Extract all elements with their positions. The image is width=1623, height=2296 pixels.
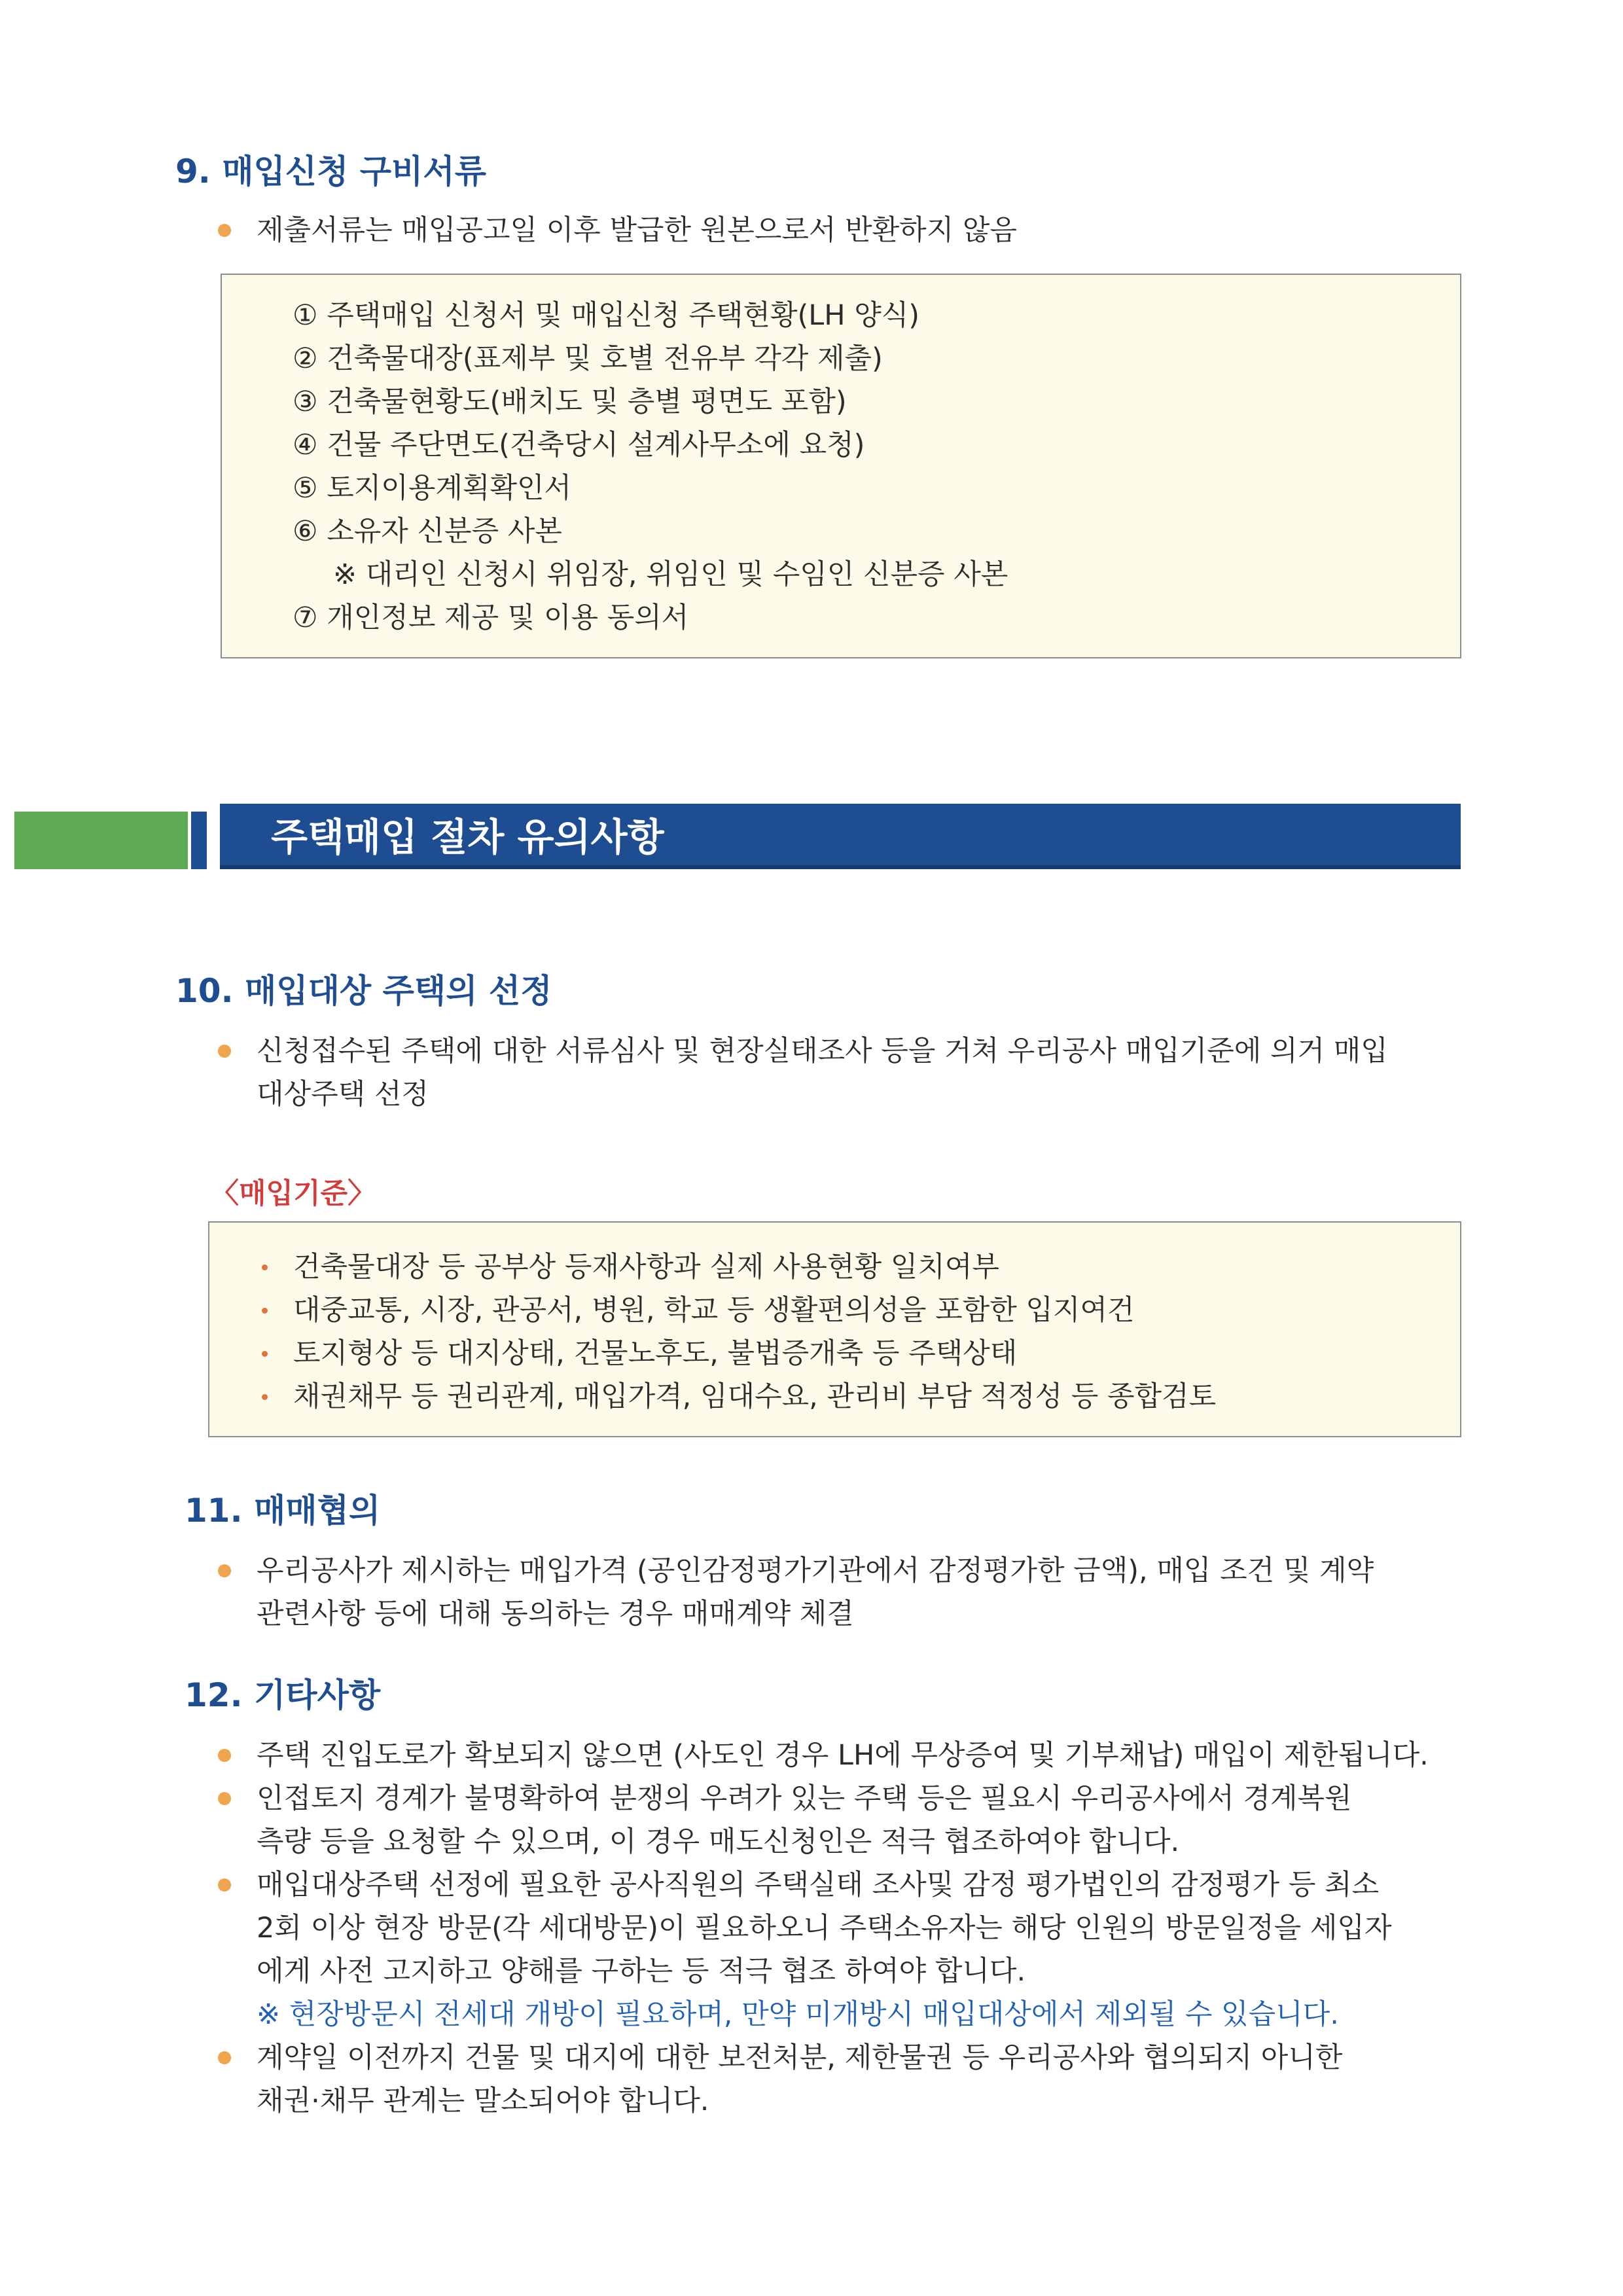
banner-accent-bar xyxy=(191,812,207,869)
criteria-dot xyxy=(262,1265,268,1270)
documents-box xyxy=(221,274,1461,658)
bullet-dot xyxy=(218,1045,231,1058)
criteria-dot xyxy=(262,1351,268,1357)
section-10-heading: 10. 매입대상 주택의 선정 xyxy=(175,972,552,1010)
section-12-item-2-line-2: 측량 등을 요청할 수 있으며, 이 경우 매도신청인은 적극 협조하여야 합니다. xyxy=(257,1825,1180,1858)
section-11-bullet-line-1: 우리공사가 제시하는 매입가격 (공인감정평가기관에서 감정평가한 금액), 매입 조건 및 계약 xyxy=(257,1554,1374,1587)
section-10-bullet-line-1: 신청접수된 주택에 대한 서류심사 및 현장실태조사 등을 거쳐 우리공사 매입기준에 의거 매입 xyxy=(257,1035,1388,1067)
section-11-heading: 11. 매매협의 xyxy=(185,1492,381,1530)
document-item-6: ⑥ 소유자 신분증 사본 xyxy=(293,515,562,548)
document-item-2: ② 건축물대장(표제부 및 호별 전유부 각각 제출) xyxy=(293,342,883,375)
document-item-6-note: ※ 대리인 신청시 위임장, 위임인 및 수임인 신분증 사본 xyxy=(333,558,1008,591)
criteria-item-1: 건축물대장 등 공부상 등재사항과 실제 사용현황 일치여부 xyxy=(293,1251,999,1283)
section-12-item-3-line-3: 에게 사전 고지하고 양해를 구하는 등 적극 협조 하여야 합니다. xyxy=(257,1955,1026,1988)
criteria-item-4: 채권채무 등 권리관계, 매입가격, 임대수요, 관리비 부담 적정성 등 종합검토 xyxy=(293,1380,1217,1413)
section-12-item-4-line-1: 계약일 이전까지 건물 및 대지에 대한 보전처분, 제한물권 등 우리공사와 협의되지 아니한 xyxy=(257,2041,1343,2074)
section-12-item-3-note: ※ 현장방문시 전세대 개방이 필요하며, 만약 미개방시 매입대상에서 제외될 수 있습니다. xyxy=(257,1998,1339,2031)
section-12-item-2-line-1: 인접토지 경계가 불명확하여 분쟁의 우려가 있는 주택 등은 필요시 우리공사에서 경계복원 xyxy=(257,1782,1352,1815)
bullet-dot xyxy=(218,224,231,237)
section-11-bullet-line-2: 관련사항 등에 대해 동의하는 경우 매매계약 체결 xyxy=(257,1598,854,1630)
section-12-item-4-line-2: 채권·채무 관계는 말소되어야 합니다. xyxy=(257,2085,709,2117)
section-9-heading: 9. 매입신청 구비서류 xyxy=(175,152,486,190)
criteria-dot xyxy=(262,1394,268,1400)
section-12-item-1: 주택 진입도로가 확보되지 않으면 (사도인 경우 LH에 무상증여 및 기부채납) 매입이 제한됩니다. xyxy=(257,1739,1429,1772)
document-item-5: ⑤ 토지이용계획확인서 xyxy=(293,472,572,505)
section-10-bullet-line-2: 대상주택 선정 xyxy=(257,1078,429,1111)
document-item-7: ⑦ 개인정보 제공 및 이용 동의서 xyxy=(293,601,689,634)
criteria-item-2: 대중교통, 시장, 관공서, 병원, 학교 등 생활편의성을 포함한 입지여건 xyxy=(293,1294,1135,1327)
section-12-item-3-line-2: 2회 이상 현장 방문(각 세대방문)이 필요하오니 주택소유자는 해당 인원의 방문일정을 세입자 xyxy=(257,1912,1392,1945)
document-item-1: ① 주택매입 신청서 및 매입신청 주택현황(LH 양식) xyxy=(293,299,920,332)
bullet-dot xyxy=(218,1878,231,1892)
bullet-dot xyxy=(218,2051,231,2064)
document-item-4: ④ 건물 주단면도(건축당시 설계사무소에 요청) xyxy=(293,429,865,461)
criteria-dot xyxy=(262,1308,268,1314)
section-12-item-3-line-1: 매입대상주택 선정에 필요한 공사직원의 주택실태 조사및 감정 평가법인의 감정평가 등 최소 xyxy=(257,1869,1380,1901)
document-item-3: ③ 건축물현황도(배치도 및 층별 평면도 포함) xyxy=(293,386,847,418)
bullet-dot xyxy=(218,1792,231,1805)
criteria-box xyxy=(208,1221,1461,1437)
banner-green-block xyxy=(14,812,188,869)
banner-title: 주택매입 절차 유의사항 xyxy=(271,815,664,859)
bullet-dot xyxy=(218,1564,231,1577)
section-9-bullet: 제출서류는 매입공고일 이후 발급한 원본으로서 반환하지 않음 xyxy=(257,214,1017,247)
criteria-label: 〈매입기준〉 xyxy=(211,1177,376,1210)
section-banner xyxy=(220,804,1461,869)
section-12-heading: 12. 기타사항 xyxy=(185,1676,381,1714)
criteria-item-3: 토지형상 등 대지상태, 건물노후도, 불법증개축 등 주택상태 xyxy=(293,1337,1018,1370)
bullet-dot xyxy=(218,1749,231,1762)
